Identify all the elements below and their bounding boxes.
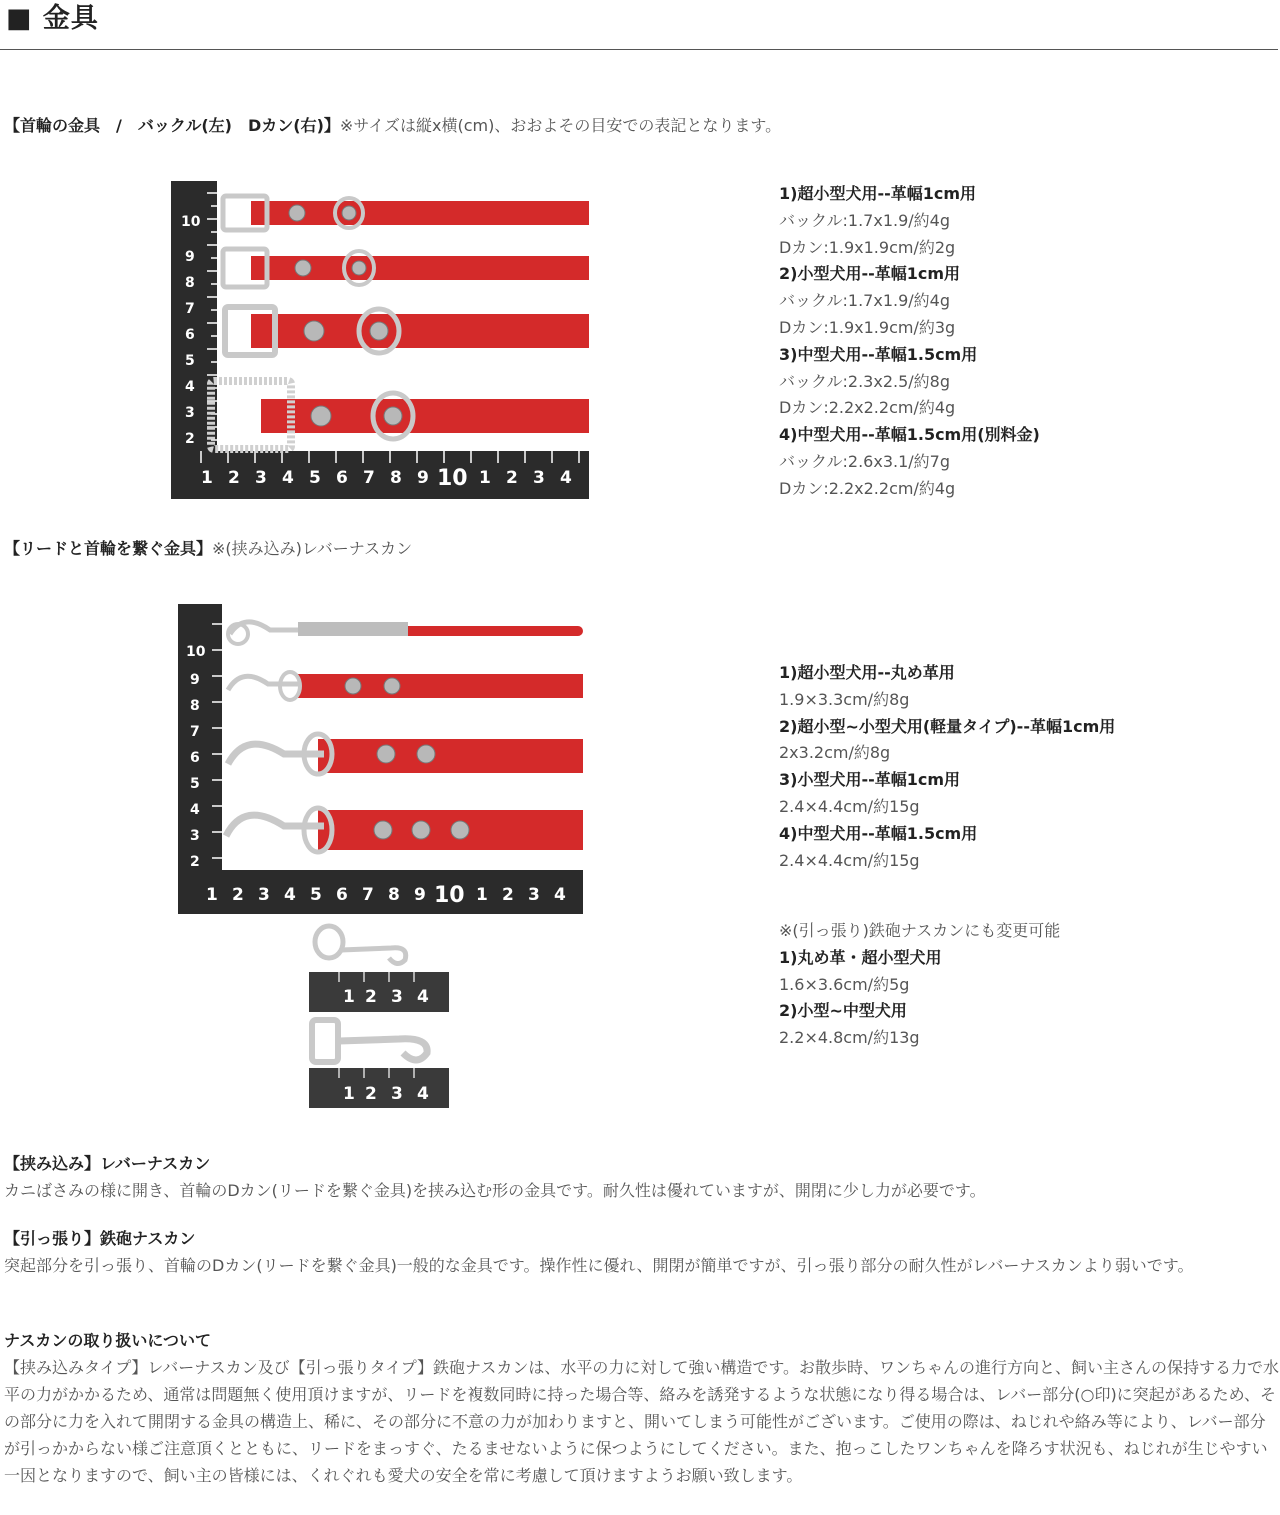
leash-heading bbox=[4, 538, 412, 560]
collar-spec-line: Dカン:1.9x1.9cm/約3g bbox=[779, 317, 956, 337]
leash-heading-title: 【リードと首輪を繋ぐ金具】 bbox=[4, 539, 213, 558]
title-divider bbox=[0, 49, 1278, 50]
collar-side-num: 7 bbox=[185, 301, 195, 317]
leash-ruler-num: 4 bbox=[554, 885, 566, 905]
collar-spec-line: バックル:2.6x3.1/約7g bbox=[779, 451, 950, 471]
leash-ruler-num: 5 bbox=[310, 885, 322, 905]
handling-description bbox=[4, 1327, 1280, 1489]
collar-side-num: 4 bbox=[185, 379, 195, 395]
leash-side-num: 7 bbox=[190, 724, 200, 740]
small-ruler-num: 2 bbox=[365, 987, 377, 1007]
small-ruler-num: 3 bbox=[391, 987, 403, 1007]
collar-heading bbox=[4, 115, 781, 137]
small-ruler-num: 4 bbox=[417, 987, 429, 1007]
leash-side-num: 3 bbox=[190, 828, 200, 844]
collar-ruler-num: 10 bbox=[437, 466, 468, 491]
lever-text: カニばさみの様に開き、首輪のDカン(リードを繋ぐ金具)を挟み込む形の金具です。耐久性は優れていますが、開閉に少し力が必要です。 bbox=[4, 1181, 986, 1200]
collar-spec-line: Dカン:1.9x1.9cm/約2g bbox=[779, 237, 956, 257]
collar-side-num: 8 bbox=[185, 275, 195, 291]
collar-spec-label: 1)超小型犬用--革幅1cm用 bbox=[779, 184, 977, 203]
leash-ruler-num: 3 bbox=[258, 885, 270, 905]
collar-ruler-num: 6 bbox=[336, 468, 348, 488]
leash-ruler-num: 8 bbox=[388, 885, 400, 905]
leash-side-num: 5 bbox=[190, 776, 200, 792]
collar-side-num: 3 bbox=[185, 405, 195, 421]
leash-spec-line: 2.4×4.4cm/約15g bbox=[779, 796, 920, 816]
gun-text: 突起部分を引っ張り、首輪のDカン(リードを繋ぐ金具)一般的な金具です。操作性に優れ、開閉が簡単ですが、引っ張り部分の耐久性がレバーナスカンより弱いです。 bbox=[4, 1256, 1194, 1275]
small-ruler-num: 2 bbox=[365, 1084, 377, 1104]
leash-heading-note: ※(挟み込み)レバーナスカン bbox=[212, 539, 413, 558]
alt-spec-list bbox=[779, 918, 1060, 1052]
collar-side-num: 5 bbox=[185, 353, 195, 369]
collar-side-num: 9 bbox=[185, 249, 195, 265]
leash-spec-label: 1)超小型犬用--丸め革用 bbox=[779, 663, 955, 682]
leash-ruler-num: 2 bbox=[502, 885, 514, 905]
leash-ruler-num: 4 bbox=[284, 885, 296, 905]
leash-ruler-num: 9 bbox=[414, 885, 426, 905]
leash-side-num: 2 bbox=[190, 854, 200, 870]
collar-spec-line: バックル:2.3x2.5/約8g bbox=[779, 371, 950, 391]
gun-description bbox=[4, 1225, 1280, 1279]
leash-ruler-num: 6 bbox=[336, 885, 348, 905]
collar-ruler-num: 3 bbox=[255, 468, 267, 488]
collar-spec-line: Dカン:2.2x2.2cm/約4g bbox=[779, 398, 956, 418]
collar-ruler-num: 4 bbox=[560, 468, 572, 488]
collar-spec-line: バックル:1.7x1.9/約4g bbox=[779, 210, 950, 230]
leash-spec-line: 2x3.2cm/約8g bbox=[779, 743, 891, 763]
collar-spec-line: Dカン:2.2x2.2cm/約4g bbox=[779, 478, 956, 498]
collar-hardware-photo bbox=[171, 181, 589, 499]
leash-spec-label: 3)小型犬用--革幅1cm用 bbox=[779, 770, 961, 790]
leash-spec-line: 1.9×3.3cm/約8g bbox=[779, 689, 910, 709]
collar-ruler-num: 1 bbox=[479, 468, 491, 488]
snap-hook-photo-large bbox=[309, 1015, 449, 1108]
leash-side-num: 8 bbox=[190, 698, 200, 714]
leash-side-num: 9 bbox=[190, 672, 200, 688]
small-ruler-num: 1 bbox=[343, 987, 355, 1007]
collar-spec-list bbox=[779, 181, 1040, 503]
leash-side-num: 4 bbox=[190, 802, 200, 818]
collar-side-num: 10 bbox=[181, 214, 201, 230]
collar-spec-line: バックル:1.7x1.9/約4g bbox=[779, 291, 950, 311]
alt-spec-line: 1.6×3.6cm/約5g bbox=[779, 974, 910, 994]
leash-side-num: 6 bbox=[190, 750, 200, 766]
small-ruler-num: 4 bbox=[417, 1084, 429, 1104]
collar-ruler-num: 3 bbox=[533, 468, 545, 488]
leash-ruler-num: 1 bbox=[476, 885, 488, 905]
leash-spec-list bbox=[779, 660, 1115, 874]
collar-spec-label: 4)中型犬用--革幅1.5cm用(別料金) bbox=[779, 425, 1040, 445]
handling-title: ナスカンの取り扱いについて bbox=[4, 1331, 212, 1350]
collar-ruler-num: 5 bbox=[309, 468, 321, 488]
lever-title: 【挟み込み】レバーナスカン bbox=[4, 1154, 211, 1173]
collar-spec-label: 3)中型犬用--革幅1.5cm用 bbox=[779, 344, 978, 364]
collar-ruler-num: 7 bbox=[363, 468, 375, 488]
leash-hardware-photo bbox=[178, 604, 583, 914]
collar-heading-title: 【首輪の金具 / バックル(左) Dカン(右)】 bbox=[4, 116, 340, 135]
leash-ruler-num: 1 bbox=[206, 885, 218, 905]
leash-ruler-num: 10 bbox=[434, 883, 465, 908]
leash-ruler-num: 3 bbox=[528, 885, 540, 905]
collar-ruler-num: 1 bbox=[201, 468, 213, 488]
leash-ruler-num: 2 bbox=[232, 885, 244, 905]
snap-hook-photo-small bbox=[309, 922, 449, 1012]
lever-description bbox=[4, 1150, 1280, 1204]
alt-spec-label: 1)丸め革・超小型犬用 bbox=[779, 947, 942, 967]
gun-title: 【引っ張り】鉄砲ナスカン bbox=[4, 1229, 196, 1248]
small-ruler-num: 1 bbox=[343, 1084, 355, 1104]
page-title: ■ 金具 bbox=[6, 3, 99, 34]
collar-ruler-num: 9 bbox=[417, 468, 429, 488]
leash-spec-line: 2.4×4.4cm/約15g bbox=[779, 850, 920, 870]
collar-ruler-num: 4 bbox=[282, 468, 294, 488]
leash-spec-label: 2)超小型~小型犬用(軽量タイプ)--革幅1cm用 bbox=[779, 716, 1116, 736]
collar-ruler-num: 8 bbox=[390, 468, 402, 488]
handling-text: 【挟み込みタイプ】レバーナスカン及び【引っ張りタイプ】鉄砲ナスカンは、水平の力に対して強い構造です。お散歩時、ワンちゃんの進行方向と、飼い主さんの保持する力で水平の力がかかるため、通常は問題無く使用頂けますが、リードを複数同時に持った場合等、絡みを誘発するような状態になり得る場合は、レバー部分(○印)に突起があるため、その部分に力を入れて開閉する金具の構造上、稀に、その部分に不意の力が加わりますと、開いてしまう可能性がございます。ご使用の際は、ねじれや絡み等により、レバー部分が引っかからない様ご注意頂くとともに、リードをまっすぐ、たるませないように保つようにしてください。また、抱っこしたワンちゃんを降ろす状況も、ねじれが生じやすい一因となりますので、飼い主の皆様には、くれぐれも愛犬の安全を常に考慮して頂けますようお願い致します。 bbox=[4, 1358, 1280, 1485]
small-ruler-num: 3 bbox=[391, 1084, 403, 1104]
leash-ruler-num: 7 bbox=[362, 885, 374, 905]
alt-spec-line: 2.2×4.8cm/約13g bbox=[779, 1028, 920, 1048]
collar-heading-note: ※サイズは縦x横(cm)、おおよその目安での表記となります。 bbox=[339, 116, 782, 135]
collar-ruler-num: 2 bbox=[506, 468, 518, 488]
collar-spec-label: 2)小型犬用--革幅1cm用 bbox=[779, 264, 961, 284]
alt-spec-label: 2)小型~中型犬用 bbox=[779, 1001, 907, 1021]
collar-ruler-num: 2 bbox=[228, 468, 240, 488]
leash-spec-label: 4)中型犬用--革幅1.5cm用 bbox=[779, 823, 978, 843]
collar-side-num: 6 bbox=[185, 327, 195, 343]
alt-spec-note: ※(引っ張り)鉄砲ナスカンにも変更可能 bbox=[779, 921, 1061, 940]
leash-side-num: 10 bbox=[186, 644, 206, 660]
collar-side-num: 2 bbox=[185, 431, 195, 447]
